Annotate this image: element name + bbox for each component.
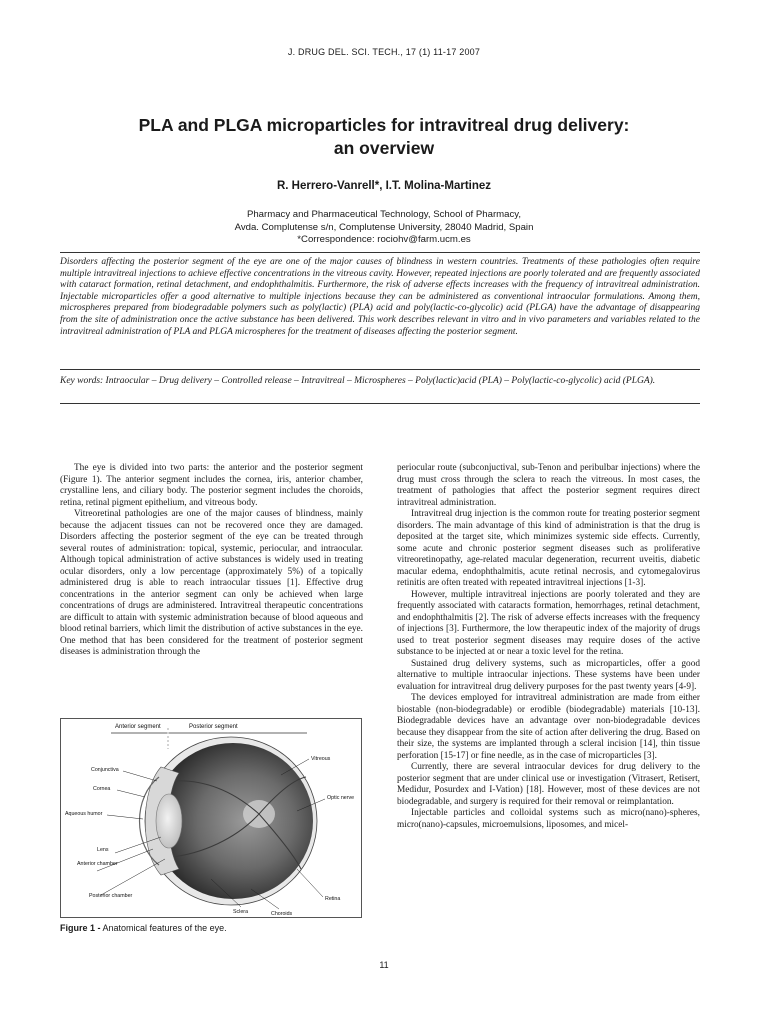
cornea-label: Cornea xyxy=(93,786,111,792)
paragraph: Vitreoretinal pathologies are one of the major causes of blindness, mainly because the adjacent tissues can not be recovered once they are damaged. Disorders affecting the posterior segment of the eye can be treated through several routes of administration: topical, systemic, periocular, and intraocular. Although topical administration of active substances is widely used in treating ocular disorders, only a low percentage (approximately 5%) of a topically administered drug is able to reach intraocular tissues [1]. Effective drug concentrations in the anterior segment can only be achieved when large concentrations of drugs are administered. Intravitreal therapeutic concentrations are difficult to attain with systemic administration because of blood aqueous and blood retinal barriers, which limit the distribution of active substances in the eye. One method that has been considered for the treatment of posterior segment diseases is administration through the xyxy=(60,509,363,657)
figure-caption-label: Figure 1 - xyxy=(60,923,101,933)
body-column-right xyxy=(397,463,700,831)
title-line-1: PLA and PLGA microparticles for intravitreal drug delivery: xyxy=(138,115,630,135)
lens-shape xyxy=(156,794,182,848)
paragraph: Injectable particles and colloidal systems such as micro(nano)-spheres, micro(nano)-capsules, microemulsions, liposomes, and micel- xyxy=(397,808,700,830)
lens-label: Lens xyxy=(97,847,109,853)
affiliation-line-2: Avda. Complutense s/n, Complutense University, 28040 Madrid, Spain xyxy=(234,221,534,233)
vitreous-label: Vitreous xyxy=(311,756,331,762)
figure-caption-text: Anatomical features of the eye. xyxy=(100,923,227,933)
abstract: Disorders affecting the posterior segment of the eye are one of the major causes of blindness in western countries. Treatments of these pathologies often require multiple intravitreal injections to achieve effective concentrations in the vitreous cavity. However, repeated injections are poorly tolerated and are frequently associated with cataract formation, retinal detachment, and endophthalmitis. Furthermore, the risk of adverse effects increases with the frequency of intravitreal administration. Injectable microparticles offer a good alternative to multiple injections because they can be administered as conventional intraocular formulations. Among them, microspheres prepared from biodegradable polymers such as poly(lactic) (PLA) acid and poly(lactic-co-glycolic) acid (PLGA) have the advantage of disappearing from the site of administration once the active substance has been delivered. This work describes relevant in vitro and in vivo parameters and variables related to the intravitreal administration of PLA and PLGA microspheres for the treatment of diseases affecting the posterior segment. xyxy=(60,257,700,337)
paragraph: The devices employed for intravitreal administration are made from either biostable (non-biodegradable) or erodible (biodegradable) materials [10-13]. Biodegradable devices have an advantage over non-biodegradable devices because they disappear from the site of action after delivering the drug. Based on their size, the systems are implanted through a scleral incision [14], thin tissue perforation [15-17] or fine needle, as in the case of microparticles [3]. xyxy=(397,693,700,761)
authors: R. Herrero-Vanrell*, I.T. Molina-Martinez xyxy=(276,180,492,192)
eye-diagram xyxy=(61,719,361,917)
figure-caption xyxy=(60,923,363,933)
correspondence-line: *Correspondence: rociohv@farm.ucm.es xyxy=(297,234,471,245)
sclera-label: Sclera xyxy=(233,909,249,915)
journal-header: J. DRUG DEL. SCI. TECH., 17 (1) 11-17 2007 xyxy=(287,47,481,57)
optic-nerve-label: Optic nerve xyxy=(327,795,355,801)
paragraph: The eye is divided into two parts: the anterior and the posterior segment (Figure 1). The anterior segment includes the cornea, iris, anterior chamber, crystalline lens, and ciliary body. The posterior segment includes the choroids, retina, retinal pigment epithelium, and vitreous body. xyxy=(60,463,363,508)
paragraph: Currently, there are several intraocular devices for drug delivery to the posterior segment that are under clinical use or investigation (Vitrasert, Retisert, Medidur, Posurdex and I-Vation) [18]. However, most of these devices are not biodegradable, and surgery is required for their removal or reimplantation. xyxy=(397,762,700,807)
conjunctiva-label: Conjunctiva xyxy=(91,767,119,773)
affiliation-line-1: Pharmacy and Pharmaceutical Technology, School of Pharmacy, xyxy=(246,209,522,220)
affiliation xyxy=(0,209,768,247)
anterior-chamber-label: Anterior chamber xyxy=(77,861,118,867)
eye-anatomy-figure xyxy=(60,718,362,918)
posterior-chamber-label: Posterior chamber xyxy=(89,893,133,899)
anterior-segment-label: Anterior segment xyxy=(115,724,161,730)
paragraph: periocular route (subconjuctival, sub-Tenon and peribulbar injections) where the drug must cross through the sclera to reach the vitreous. In most cases, the treatment of pathologies that affect the posterior segment requires direct intravitreal administration. xyxy=(397,463,700,508)
choroids-label: Choroids xyxy=(271,911,293,917)
retina-label: Retina xyxy=(325,896,341,902)
title-line-2: an overview xyxy=(333,138,435,158)
keywords: Key words: Intraocular – Drug delivery – Controlled release – Intravitreal – Microspheres – Poly(lactic)acid (PLA) – Poly(lactic-co-glycolic) acid (PLGA). xyxy=(60,376,656,386)
keywords-bottom-rule xyxy=(60,403,700,404)
paragraph: Sustained drug delivery systems, such as microparticles, offer a good alternative to multiple intraocular injections. These systems have been under evaluation for intravitreal drug delivery purposes for the past twenty years [4-9]. xyxy=(397,658,700,692)
abstract-top-rule xyxy=(60,252,700,253)
body-column-left xyxy=(60,463,363,659)
page-number: 11 xyxy=(379,960,389,970)
paragraph: Intravitreal drug injection is the common route for treating posterior segment disorders. The main advantage of this kind of administration is that the drug is deposited at the target site, which minimizes systemic side effects. Currently, some acute and chronic posterior segment diseases such as proliferative vitreoretinopathy, age-related macular degeneration, recurrent uveitis, diabetic macular edema, endophthalmitis, acute retinal necrosis, and cytomegalovirus retinitis are often treated with repeated intravitreal injections [1-3]. xyxy=(397,509,700,588)
paragraph: However, multiple intravitreal injections are poorly tolerated and they are frequently associated with cataracts formation, hemorrhages, retinal detachment, and endophthalmitis [2]. The risk of adverse effects increases with the frequency of injections [3]. Furthermore, the low therapeutic index of the majority of drugs used to treat posterior segment diseases may require doses of the active substance to be injected at or near a toxic level for the retina. xyxy=(397,589,700,657)
posterior-segment-label: Posterior segment xyxy=(189,724,238,730)
abstract-bottom-rule xyxy=(60,369,700,370)
aqueous-humor-label: Aqueous humor xyxy=(65,811,103,817)
paper-title xyxy=(80,114,688,160)
